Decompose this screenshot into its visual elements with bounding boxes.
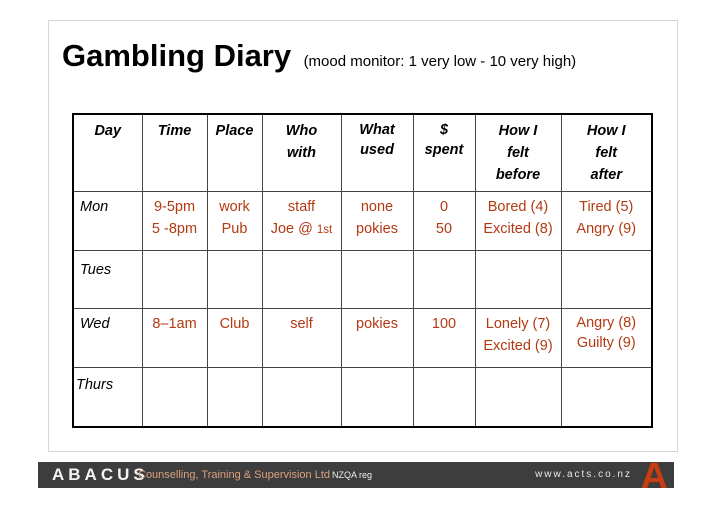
cell-value: Club xyxy=(219,315,250,332)
cell-value: none xyxy=(360,198,394,215)
cell-value: Angry (9) xyxy=(576,220,637,237)
cell-value: 50 xyxy=(435,220,453,237)
header-who xyxy=(262,114,341,191)
header-what-label-1: What xyxy=(359,122,395,138)
header-day-label: Day xyxy=(94,123,122,139)
spent-cell xyxy=(413,191,475,250)
header-after-label-2: felt xyxy=(595,145,618,161)
header-after-label-3: after xyxy=(590,167,622,183)
header-what-label-2: used xyxy=(360,142,394,158)
cell-value: Pub xyxy=(221,220,248,237)
who-cell xyxy=(262,250,341,308)
spent-cell xyxy=(413,250,475,308)
place-cell xyxy=(207,308,262,367)
cell-value: pokies xyxy=(356,220,398,237)
header-who-label-1: Who xyxy=(285,123,318,139)
who-name: Joe @ xyxy=(270,220,313,237)
header-what xyxy=(341,114,413,191)
header-who-label-2: with xyxy=(287,145,316,161)
after-cell xyxy=(561,367,652,427)
cell-value: Angry (8) xyxy=(576,314,637,331)
header-before-label-1: How I xyxy=(498,123,538,139)
cell-value: 9-5pm xyxy=(153,198,196,215)
what-cell xyxy=(341,308,413,367)
day-cell: Tues xyxy=(73,250,142,308)
time-cell xyxy=(142,191,207,250)
cell-value: Guilty (9) xyxy=(576,334,636,351)
spent-cell xyxy=(413,308,475,367)
day-cell: Mon xyxy=(73,191,142,250)
before-cell xyxy=(475,308,561,367)
abacus-logo-icon: A xyxy=(640,462,668,488)
place-cell xyxy=(207,250,262,308)
header-row xyxy=(73,114,652,191)
tagline-text: Counselling, Training & Supervision Ltd xyxy=(138,469,331,481)
cell-value: self xyxy=(290,315,313,332)
footer-bar xyxy=(38,462,674,488)
what-cell xyxy=(341,191,413,250)
header-time-label: Time xyxy=(157,123,192,139)
who-cell xyxy=(262,367,341,427)
cell-value: pokies xyxy=(356,315,398,332)
header-after xyxy=(561,114,652,191)
header-spent-label-2: spent xyxy=(424,142,464,158)
after-cell xyxy=(561,308,652,367)
before-cell xyxy=(475,367,561,427)
header-spent-label-1: $ xyxy=(439,122,449,138)
cell-value: Excited (9) xyxy=(483,337,553,354)
header-before-label-3: before xyxy=(495,167,541,183)
brand-tagline xyxy=(138,469,372,481)
cell-value: work xyxy=(219,198,250,215)
spent-cell xyxy=(413,367,475,427)
cell-value: 5 -8pm xyxy=(151,220,198,237)
cell-value: 8–1am xyxy=(152,315,197,332)
page-subtitle: (mood monitor: 1 very low - 10 very high) xyxy=(303,53,577,70)
title-row xyxy=(62,38,576,74)
what-cell xyxy=(341,250,413,308)
header-before xyxy=(475,114,561,191)
accreditation-text: NZQA reg xyxy=(332,470,373,480)
time-cell xyxy=(142,250,207,308)
header-place-label: Place xyxy=(215,123,254,139)
place-cell xyxy=(207,367,262,427)
brand-name: ABACUS xyxy=(52,465,149,484)
table-row xyxy=(73,367,652,427)
after-cell xyxy=(561,191,652,250)
table-row xyxy=(73,250,652,308)
header-after-label-1: How I xyxy=(586,123,626,139)
header-before-label-2: felt xyxy=(507,145,529,161)
day-cell: Thurs xyxy=(73,367,142,427)
time-cell xyxy=(142,367,207,427)
page-title: Gambling Diary xyxy=(62,38,292,73)
cell-value: Lonely (7) xyxy=(485,315,551,332)
website-link[interactable]: www.acts.co.nz xyxy=(535,469,632,480)
table-row xyxy=(73,191,652,250)
header-spent xyxy=(413,114,475,191)
after-cell xyxy=(561,250,652,308)
cell-value: Excited (8) xyxy=(483,220,553,237)
who-cell xyxy=(262,308,341,367)
header-time xyxy=(142,114,207,191)
diary-table xyxy=(72,113,653,428)
cell-value: staff xyxy=(287,198,316,215)
day-cell: Wed xyxy=(73,308,142,367)
place-cell xyxy=(207,191,262,250)
who-suffix: 1st xyxy=(316,223,333,236)
what-cell xyxy=(341,367,413,427)
header-day xyxy=(73,114,142,191)
header-place xyxy=(207,114,262,191)
cell-value: Tired (5) xyxy=(579,198,634,215)
cell-value xyxy=(263,218,341,241)
before-cell xyxy=(475,250,561,308)
cell-value: 100 xyxy=(431,315,457,332)
cell-value: Bored (4) xyxy=(487,198,549,215)
time-cell xyxy=(142,308,207,367)
table-row xyxy=(73,308,652,367)
who-cell xyxy=(262,191,341,250)
before-cell xyxy=(475,191,561,250)
cell-value: 0 xyxy=(439,198,449,215)
